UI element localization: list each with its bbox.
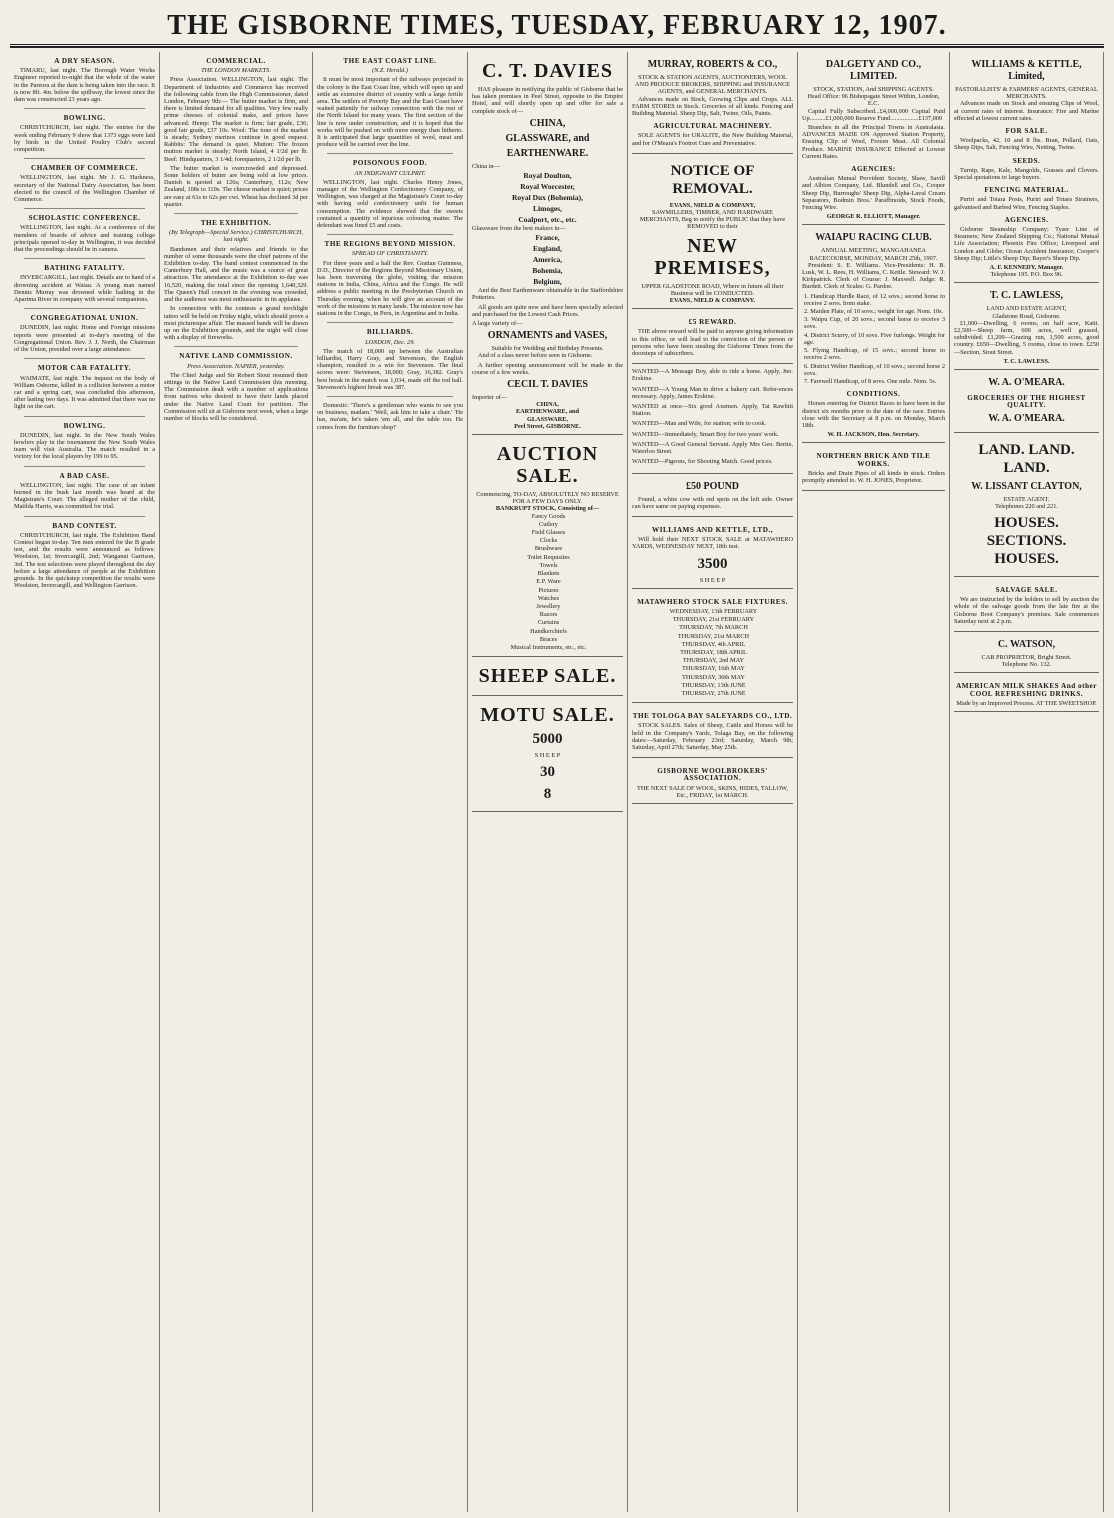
heading: NORTHERN BRICK AND TILE WORKS. xyxy=(816,452,931,468)
fixture-date: THURSDAY, 27th JUNE xyxy=(681,689,746,697)
davies-advertisement xyxy=(472,52,623,435)
wanted-classified: WANTED—Pigeons, for Shooting Match. Good prices. xyxy=(632,458,773,466)
article-text: It must be most important of the railways projected in the colony is the East Coast line, which will open up and settle an extensive district of country with a large fertile area. The settlers of Poverty Bay and the East Coast have waited patiently for railway connection with the rest of the North Island for many years. The first section of the line is now under construction, and it is hoped that the works will be pushed on with more energy than hitherto. It is anticipated that large quantities of wool, meat and produce will be carried over the line. xyxy=(317,76,463,149)
ad-text: THE NEXT SALE OF WOOL, SKINS, HIDES, TALLOW, Etc., FRIDAY, 1st MARCH. xyxy=(637,784,788,799)
article-text: The butter market is overcrowded and depressed. Some holders of butter are being sold at low prices. Danish is quoted at 126s; Canterbury, 112s; New Zealand, 108s to 110s. The cheese market is quiet; prices are easy at 61s to 62s per cwt. Wheat has declined 3d per quarter. xyxy=(164,164,308,208)
wanted-classified: WANTED—A Good General Servant. Apply Mrs Geo. Bertie, Waterloo Street. xyxy=(632,440,793,456)
ad-title: SHEEP SALE. xyxy=(478,665,617,688)
subheading: AN INDIGNANT CULPRIT. xyxy=(354,169,426,177)
ad-address: Gladstone Road, Gisborne. xyxy=(992,312,1061,320)
reward-notice xyxy=(632,309,793,364)
divider xyxy=(24,108,145,109)
ad-phone: Telephones 220 and 221. xyxy=(995,502,1058,510)
article-text: DUNEDIN, last night. In the New South Wales bowlers play in the tournament the New South Wales team will visit Australia. The match resulted in a victory for the local players by 199 to 95. xyxy=(14,431,155,461)
heading: BAND CONTEST. xyxy=(52,521,117,530)
wanted-classified: WANTED—Immediately, Smart Boy for two years' work. xyxy=(632,430,779,438)
heading: BATHING FATALITY. xyxy=(44,264,125,273)
ad-text: Advances made on Stock, Growing Clips and Crops. ALL FARM STORES in Stock. Groceries of all kinds. Fencing and Building Material. Sheep Dip, Salt, Twine, Oils, Paints. xyxy=(632,95,793,118)
heading: SEEDS. xyxy=(1012,156,1041,165)
divider xyxy=(24,516,145,517)
ad-subtitle: Commencing, TO-DAY, ABSOLUTELY NO RESERVE FOR A FEW DAYS ONLY. xyxy=(476,491,619,506)
fixture-date: THURSDAY, 21st MARCH xyxy=(677,632,750,640)
fixture-date-list xyxy=(632,608,793,697)
article-text: WELLINGTON, last night. Mr J. G. Harkness, secretary of the National Dairy Association, has been elected to the council of the Wellington Chamber of Commerce. xyxy=(14,174,155,204)
article-text: Bandsmen and their relatives and friends to the number of some thousands were the chief patrons of the Exhibition to-day. The band contest commenced in the Canterbury Hall, and the music was a source of great attraction. The attendance at the Exhibition to-day was 16,520, making the total since the opening 1,640,329. The Queen's Hall concert in the evening was crowded, and the audience was most enthusiastic in its applause. xyxy=(164,245,308,304)
ad-country: England, xyxy=(533,244,562,254)
heading: THE EXHIBITION. xyxy=(200,219,272,228)
ad-item: CHINA, xyxy=(536,401,559,409)
ad-title: NEW PREMISES, xyxy=(654,234,771,279)
heading: AGENCIES. xyxy=(1004,215,1049,224)
heading: FOR SALE. xyxy=(1005,127,1048,136)
ad-subtitle: BANKRUPT STOCK, Consisting of— xyxy=(495,505,600,513)
removal-notice xyxy=(632,154,793,309)
heading: CONDITIONS. xyxy=(846,390,901,399)
matawhero-fixtures xyxy=(632,589,793,703)
ad-text: A further opening announcement will be made in the course of a few weeks. xyxy=(472,361,623,376)
auction-item: Clocks xyxy=(539,537,558,545)
fixture-date: THURSDAY, 13th JUNE xyxy=(681,681,746,689)
auction-item: Toilet Requisites xyxy=(527,553,570,561)
divider xyxy=(24,308,145,309)
land-advertisement xyxy=(954,433,1099,577)
divider xyxy=(327,396,453,397)
ad-text: HAS pleasure in notifying the public of Gisborne that he has taken premises in Peel Street, opposite to the Empire Hotel, and will shortly open up and offer for sale a complete stock of— xyxy=(472,86,623,115)
ad-item: GLASSWARE, xyxy=(526,415,569,423)
column-3 xyxy=(313,52,468,1512)
ad-text: Puriri and Totara Posts, Puriri and Totara Strainers, galvanised and Barbed Wire, Fencing Staples. xyxy=(954,196,1099,211)
article-text: Domestic: 'There's a gentleman who wants to see you on business, madam.' 'Well, ask him to take a chair.' 'He has, ma'am, he's taken 'em all, and the table too. He comes from the furniture shop!' xyxy=(317,401,463,431)
race-entry: 1. Handicap Hurdle Race, of 12 sovs.; second horse to receive 2 sovs. from stake. xyxy=(804,292,945,307)
ad-title: LAND. LAND. LAND. xyxy=(978,441,1075,476)
auction-item: Curtains xyxy=(537,619,560,627)
ad-text: SOLE AGENTS for URALITE, the New Building Material, and for O'Meara's Footrot Cure and Preventative. xyxy=(632,132,793,147)
subheading: THE LONDON MARKETS. xyxy=(201,67,271,75)
lawless-advertisement xyxy=(954,283,1099,370)
ad-title: DALGETY AND CO., LIMITED. xyxy=(825,59,922,82)
ad-text: Bricks and Drain Pipes of all kinds in stock. Orders promptly attended to. W. H. JONES, Proprietor. xyxy=(802,469,945,484)
stock-type: S H E E P xyxy=(699,576,726,584)
ad-title: W. LISSANT CLAYTON, xyxy=(971,480,1082,492)
article-text: CHRISTCHURCH, last night. The entries for the week ending February 9 show that 1373 eggs were laid by birds in the United Poultry Club's second competition. xyxy=(14,124,155,154)
heading: BOWLING. xyxy=(63,421,106,430)
fixture-date: THURSDAY, 7th MARCH xyxy=(679,624,748,632)
ad-text: Turnip, Rape, Kale, Mangolds, Grasses and Clovers. Special quotations to large buyers. xyxy=(954,166,1099,182)
ad-text: Found, a white cow with red spots on the left side. Owner can have same on paying expenses. xyxy=(632,495,793,510)
ad-text: STOCK SALES. Sales of Sheep, Cattle and Horses will be held in the Company's Yards, Tolaga Bay, on the following dates:—Saturday, February 23rd; Saturday, March 9th; Saturday, April 27th; Saturday, May 25th. xyxy=(632,722,793,751)
heading: A BAD CASE. xyxy=(59,471,110,480)
ad-text: SAWMILLERS, TIMBER, AND HARDWARE MERCHANTS, Beg to notify the PUBLIC that they have REMOVED to their xyxy=(639,209,786,231)
ad-text: £1,000—Dwelling, 6 rooms, on half acre, Kaiti. £2,500—Sheep farm, 600 acres, well grassed, subdivided. £1,200—Grazing run, 1,500 acres, good country. £650—Dwelling, 5 rooms, close to town. £250—Section, Stout Street. xyxy=(954,319,1099,356)
auction-item: Blankets xyxy=(537,570,560,578)
article-text: The match of 18,000 up between the Australian billiardist, Harry Gray, and Stevenson, the English champion, resulted in a win for Stevenson. The final scores were: Stevenson, 18,000; Gray, 16,382. Gray's best break in the match was 1,034, made off the red ball. Stevenson's highest break was 387. xyxy=(317,347,463,391)
ad-text: A large variety of— xyxy=(472,320,523,328)
auction-item: Brushware xyxy=(534,545,563,553)
ad-title: AUCTION SALE. xyxy=(496,443,599,488)
subheading: Press Association. NAPIER, yesterday. xyxy=(187,362,285,370)
ad-subtitle: CAB PROPRIETOR, Bright Street. xyxy=(981,653,1072,661)
divider xyxy=(174,213,298,214)
divider xyxy=(24,158,145,159)
divider xyxy=(24,258,145,259)
ad-text: Suitable for Wedding and Birthday Presents. xyxy=(491,345,604,353)
auction-advertisement xyxy=(472,435,623,657)
divider xyxy=(327,153,453,154)
dalgety-advertisement xyxy=(802,52,945,225)
article-text: In connection with the contests a grand torchlight tattoo will be held on Friday night, which should prove a most picturesque affair. The massed bands will be drawn up on the Exhibition grounds, and the night will close with a display of fireworks. xyxy=(164,305,308,342)
stock-count: 3500 xyxy=(697,555,728,572)
motu-sale-advertisement xyxy=(472,696,623,812)
williams-kettle-advertisement xyxy=(954,52,1099,283)
auction-item: Cutlery xyxy=(539,520,558,528)
race-entry: 2. Maiden Plate, of 10 sovs.; weight for age. Nom. 10s. xyxy=(804,308,944,316)
column-1 xyxy=(10,52,160,1512)
sheep-sale-advertisement xyxy=(472,657,623,696)
column-7 xyxy=(950,52,1104,1512)
ad-signature: A. F. KENNEDY, Manager. xyxy=(989,264,1064,272)
auction-item: Towels xyxy=(539,561,558,569)
found-notice xyxy=(632,474,793,517)
wanted-classified: WANTED—Man and Wife, for station; wife to cook. xyxy=(632,420,767,428)
auction-item: Watches xyxy=(537,594,560,602)
column-5 xyxy=(628,52,798,1512)
subheading: LONDON, Dec. 29. xyxy=(365,338,415,346)
article-text: CHRISTCHURCH, last night. The Exhibition Band Contest began to-day. Ten men entered for the B grade test, and the results were announced as follows: Woolston, 1st; Invercargill, 2nd; Wanganui Garrison, 3rd. The test selections were played throughout the day before a large attendance of people at the Exhibition grounds. In the quickstep competition the results were Woolston, Invercargill, and Wellington Garrison. xyxy=(14,531,155,590)
wanted-classified: WANTED—A Young Man to drive a bakery cart. Refer-ences necessary. Apply, James Erskine. xyxy=(632,385,793,400)
heading: FENCING MATERIAL. xyxy=(984,186,1069,195)
subheading: (N.Z. Herald.) xyxy=(371,67,409,75)
salvage-sale-advertisement xyxy=(954,577,1099,632)
article-text: For three years and a half the Rev. Grattan Guinness, D.D., Director of the Regions Beyond Missionary Union, has been traversing the globe, visiting the mission stations in India, China, Africa and the Congo. He will address a public meeting in the Presbyterian Church on Thursday evening, when he will give an account of the work of the missions in many lands. The mission now has stations in the Congo, in Peru, in Argentina and in India. xyxy=(317,259,463,318)
column-4 xyxy=(468,52,628,1512)
masthead-rule xyxy=(10,44,1104,45)
ad-title: C. T. DAVIES xyxy=(482,60,613,82)
ad-text: Will hold their NEXT STOCK SALE at MATAWHERO YARDS, WEDNESDAY NEXT, 18th inst. xyxy=(632,536,793,551)
divider xyxy=(174,346,298,347)
race-list xyxy=(802,293,945,385)
divider xyxy=(24,416,145,417)
heading: BILLIARDS. xyxy=(366,328,414,337)
divider xyxy=(24,358,145,359)
auction-item: Musical Instruments, etc., etc. xyxy=(510,643,587,651)
heading: MOTOR CAR FATALITY. xyxy=(37,364,132,373)
ad-country: Belgium, xyxy=(533,277,562,287)
ad-text: Gisborne Steamship Company; Tyser Line of Steamers; New Zealand Shipping Co.; National Mutual Life Association; Phoenix Fire Office; Liverpool and London and Globe; Ocean Accident Insurance; Cooper's Sheep Dip; Little's Sheep Dip; Bayer's Sheep Dip. xyxy=(954,226,1099,262)
race-entry: 4. District Scurry, of 10 sovs. Five furlongs. Weight for age. xyxy=(804,331,945,346)
heading: CHAMBER OF COMMERCE. xyxy=(31,164,138,173)
ad-text: Capital Fully Subscribed...£4,000,000 Capital Paid Up..........£1,000,000 Reserve Fund..................£137,000 xyxy=(802,107,945,122)
ad-text: Horses entering for District Races to have been in the district six months prior to the date of the race. Entries close with the Secretary at 8 p.m. on Monday, March 18th. xyxy=(802,400,945,429)
article-text: Press Association. WELLINGTON, last night. The Department of Industries and Commerce has received the following cable from the High Commissioner, dated London, February 9th:— The butter market is firm, and there is limited demand for all qualities. Very few really prime cheeses of colonial make, and prices have advanced. Hemp: The market is firm; fair grade, £36; good fair grade, £37 10s. Wool: The tone of the market is steady; Sydney merinos continue in good request. Rabbits: The demand is quiet. Mutton: The frozen mutton market is steady; North Island, 4 1/2d per lb. Beef: Hindquarters, 3 1/4d; forequarters, 2 1/2d per lb. xyxy=(164,76,308,163)
heading: POISONOUS FOOD. xyxy=(352,159,428,168)
ad-signature: GEORGE R. ELLIOTT, Manager. xyxy=(826,213,921,221)
ad-signature: CECIL T. DAVIES xyxy=(507,379,588,391)
fixture-date: THURSDAY, 18th APRIL xyxy=(680,648,747,656)
ad-maker: Coalport, etc., etc. xyxy=(518,215,577,225)
newspaper-title: THE GISBORNE TIMES, TUESDAY, FEBRUARY 12, 1907. xyxy=(167,10,947,41)
wanted-classified: WANTED—A Message Boy, able to ride a horse. Apply, Jno. Erskine. xyxy=(632,368,793,383)
auction-item-list xyxy=(472,513,623,651)
ad-subtitle: PASTORALISTS' & FARMERS' AGENTS, GENERAL MERCHANTS. xyxy=(955,86,1098,101)
auction-item: E.P. Ware xyxy=(536,578,561,586)
ad-text: Glassware from the best makers in— xyxy=(472,225,566,233)
ad-country: Bohemia, xyxy=(532,266,563,276)
ad-text: Made by an Improved Process. AT THE SWEETSHOP. xyxy=(956,699,1097,707)
ad-item: EARTHENWARE. xyxy=(506,147,589,159)
fixture-date: THURSDAY, 16th MAY xyxy=(682,665,745,673)
ad-text: UPPER GLADSTONE ROAD, Where in future all their Business will be CONDUCTED. xyxy=(641,282,784,297)
ad-text: Branches in all the Principal Towns in Australasia. ADVANCES MADE ON Approved Station Property, Ensuing Clip of Wool, Frozen Meat. All Colonial Produce. MARINE INSURANCE Effected at Lowest Current Rates. xyxy=(802,124,945,160)
article-text: WELLINGTON, last night. Charles Henry Jones, manager of the Wellington Confectionery Company, of Wellington, was charged at the Magistrate's Court to-day with having sold confectionery unfit for human consumption. The evidence showed that the sweets contained a quantity of injurious colouring matter. The defendant was fined £5 and costs. xyxy=(317,178,463,230)
heading: AGRICULTURAL MACHINERY. xyxy=(653,122,772,131)
ad-subtitle: ESTATE AGENT. xyxy=(1003,495,1050,503)
heading: CONGREGATIONAL UNION. xyxy=(30,314,139,323)
ad-country: America, xyxy=(532,255,563,265)
auction-item: Handkerchiefs xyxy=(530,627,567,635)
ad-text: And of a class never before seen in Gisborne. xyxy=(478,352,593,360)
heading: THE EAST COAST LINE. xyxy=(343,57,437,65)
heading: £5 REWARD. xyxy=(688,318,737,327)
williams-kettle-sale xyxy=(632,517,793,589)
fixture-date: THURSDAY, 30th MAY xyxy=(682,673,745,681)
milk-shake-advertisement xyxy=(954,673,1099,712)
fixture-date: THURSDAY, 21st FEBRUARY xyxy=(672,616,755,624)
subheading: SPREAD OF CHRISTIANITY. xyxy=(351,250,429,258)
murray-roberts-advertisement xyxy=(632,52,793,154)
heading: NATIVE LAND COMMISSION. xyxy=(179,352,293,361)
racing-club-advertisement xyxy=(802,225,945,443)
ad-item: CHINA, xyxy=(529,117,566,129)
ad-title: W. A. O'MEARA. xyxy=(988,377,1065,389)
ad-title: WAIAPU RACING CLUB. xyxy=(815,232,932,244)
race-entry: 7. Farewell Handicap, of 8 sovs. One mile. Nom. 5s. xyxy=(804,377,937,385)
ad-country: France, xyxy=(535,233,560,243)
divider xyxy=(24,208,145,209)
auction-item: Razors xyxy=(539,611,558,619)
article-text: INVERCARGILL, last night. Details are to hand of a drowning accident at Waiau. A young man named Dennis Murray was drowned while bathing in the Aparima River in company with several companions. xyxy=(14,274,155,304)
wanted-classifieds xyxy=(632,364,793,473)
woolbrokers-notice xyxy=(632,758,793,804)
ad-title: C. WATSON, xyxy=(997,638,1056,650)
omeara-advertisement xyxy=(954,370,1099,432)
brick-works-advertisement xyxy=(802,443,945,491)
article-text: DUNEDIN, last night. Home and Foreign missions reports were presented at to-day's meeting of the Congregational Union. Rev. J. J. North, the Chairman of the Union, presided over a large attendance. xyxy=(14,324,155,354)
ad-text: President: S. E. Williams. Vice-Presidents: H. B. Lusk, W. L. Rees, H. Williams, C. Kettle. Steward: W. J. Kirkpatrick. Clerk of Course: J. Maxwell. Judge: R. Burdett. Clerk of Scales: G. Pardoe. xyxy=(802,261,945,291)
race-entry: 3. Waipu Cup, of 20 sovs.; second horse to receive 3 sovs. xyxy=(804,316,945,331)
heading: WILLIAMS AND KETTLE, LTD., xyxy=(652,525,773,534)
ad-signature: W. H. JACKSON, Hon. Secretary. xyxy=(827,431,920,439)
divider xyxy=(24,466,145,467)
article-text: WELLINGTON, last night. The case of an infant burned in the bush last month was heard at the Magistrate's Court. The alleged mother of the child, Matilda Harris, was committed for trial. xyxy=(14,481,155,511)
heading: GROCERIES OF THE HIGHEST QUALITY. xyxy=(967,394,1086,410)
tologa-bay-saleyards xyxy=(632,703,793,758)
ad-text: Advances made on Stock and ensuing Clips of Wool, at current rates of interest. Insurance: Fire and Marine effected at lowest current rates. xyxy=(954,100,1099,122)
heading: A DRY SEASON. xyxy=(54,57,115,65)
heading: SALVAGE SALE. xyxy=(995,585,1058,594)
ad-subtitle: STOCK & STATION AGENTS, AUCTIONEERS, WOOL AND PRODUCE BROKERS, SHIPPING and INSURANCE AGENTS, and GENERAL MERCHANTS. xyxy=(635,74,790,96)
cab-advertisement xyxy=(954,632,1099,673)
heading: AGENCIES: xyxy=(851,165,896,174)
ad-title: MURRAY, ROBERTS & CO., xyxy=(647,59,778,70)
ad-maker: Royal Doulton, xyxy=(523,171,572,181)
race-entry: 5. Flying Handicap, of 15 sovs.; second horse to receive 2 sovs. xyxy=(804,347,945,362)
divider xyxy=(327,322,453,323)
stock-count: 5000 xyxy=(532,731,563,748)
ad-title: NOTICE OF REMOVAL. xyxy=(670,162,755,197)
heading: BOWLING. xyxy=(63,114,106,123)
fixture-date: WEDNESDAY, 13th FEBRUARY xyxy=(669,607,758,615)
ad-maker: Royal Dux (Bohemia), xyxy=(511,193,584,203)
ad-address: Peel Street, GISBORNE. xyxy=(514,422,581,430)
ad-item: ORNAMENTS and VASES, xyxy=(487,330,608,342)
ad-title: HOUSES. SECTIONS. HOUSES. xyxy=(986,514,1067,567)
auction-item: Pictures xyxy=(538,586,559,594)
fixture-date: THURSDAY, 4th APRIL xyxy=(681,640,746,648)
subheading: (By Telegraph—Special Service.) CHRISTCHURCH, last night. xyxy=(169,229,303,244)
ad-signature: T. C. LAWLESS. xyxy=(1003,357,1050,365)
heading: THE TOLOGA BAY SALEYARDS CO., LTD. xyxy=(632,712,793,721)
masthead xyxy=(10,6,1104,48)
ad-item: EARTHENWARE, and xyxy=(515,408,580,416)
auction-item: Jewellery xyxy=(536,602,561,610)
race-entry: 6. District Welter Handicap, of 10 sovs.; second horse 2 sovs. xyxy=(804,362,945,377)
ad-subtitle: LAND AND ESTATE AGENT, xyxy=(986,305,1067,313)
ad-text: China in— xyxy=(472,162,500,170)
ad-title: T. C. LAWLESS, xyxy=(990,290,1063,302)
ad-text: Head Office: 96 Bishopsgate Street Within, London, E.C. xyxy=(807,93,940,108)
divider xyxy=(327,234,453,235)
article-text: WELLINGTON, last night. At a conference of the members of boards of advice and training college principals opened to-day in Wellington, it was decided that the proceedings should be in camera. xyxy=(14,224,155,254)
ad-text: Woolpacks, 42, 10 and 8 lbs. Bran, Pollard, Oats, Sheep Dips, Salt, Fencing Wire, Netting, Twine. xyxy=(954,137,1099,152)
ad-text: Importer of— xyxy=(472,394,508,402)
ad-title: W. A. O'MEARA. xyxy=(988,412,1065,424)
ad-signature: EVANS, NIELD & COMPANY. xyxy=(669,297,756,305)
ad-item: GLASSWARE, and xyxy=(505,132,590,144)
ad-text: And the Best Earthenware obtainable in the Staffordshire Potteries. xyxy=(472,287,623,302)
stock-count: 30 xyxy=(540,764,555,781)
auction-item: Fancy Goods xyxy=(531,512,566,520)
heading: MATAWHERO STOCK SALE FIXTURES. xyxy=(637,597,788,606)
ad-subtitle: STOCK, STATION, And SHIPPING AGENTS. xyxy=(813,86,934,93)
ad-text: We are instructed by the holders to sell by auction the whole of the salvage goods from the late fire at the Gisborne Boot Company's premises. Sale commences Saturday next at 2 p.m. xyxy=(954,596,1099,625)
heading: THE REGIONS BEYOND MISSION. xyxy=(324,240,456,249)
heading: GISBORNE WOOLBROKERS' ASSOCIATION. xyxy=(657,767,768,783)
ad-title: MOTU SALE. xyxy=(480,704,615,727)
ad-text: All goods are quite new and have been specially selected and purchased for the Lowest Cash Prices. xyxy=(472,303,623,318)
heading: COMMERCIAL. xyxy=(206,57,266,65)
article-text: The Chief Judge and Sir Robert Stout resumed their sittings in the Native Land Commission this morning. The Commission dealt with a number of applications from natives who desired to have their lands placed under the Native Land Court for partition. The Commission will sit at Gisborne next week, when a large number of blocks will be considered. xyxy=(164,371,308,422)
article-text: TIMARU, last night. The Borough Water Works Engineer reported to-night that the whole of the water in the Pareora at the dam is being taken into the race. It is now 8ft. 4in. below the spillway, the lowest since the dam was constructed 23 years ago. xyxy=(14,67,155,104)
ad-phone: Telephone 195. P.O. Box 96. xyxy=(990,271,1063,279)
ad-title: WILLIAMS & KETTLE, Limited, xyxy=(971,59,1082,82)
ad-maker: Limoges, xyxy=(533,204,562,214)
ad-firm: EVANS, NIELD & COMPANY, xyxy=(669,201,756,209)
ad-subtitle: ANNUAL MEETING, MANGAHANEA RACECOURSE, MONDAY, MARCH 25th, 1907. xyxy=(809,247,938,262)
ad-text: Australian Mutual Provident Society, Shaw, Savill and Albion Company, Ltd. Blundell and Co., Cooper Sheep Dip, Burroughs' Sheep Dip, Alpha-Laval Cream Separators, Bodmin Bros.' Paraffinoids, Stock Foods, Fencing Wire. xyxy=(802,175,945,212)
ad-text: THE above reward will be paid to anyone giving information to this office, or will lead to the conviction of the person or persons who have been stealing the Gisborne Times from the doorsteps of subscribers. xyxy=(632,328,793,358)
stock-count: 8 xyxy=(543,786,552,803)
ad-title: £50 POUND xyxy=(685,480,740,492)
column-6 xyxy=(798,52,950,1512)
wanted-classified: WANTED at once—Six good Axemen. Apply, Tai Rawhiti Station. xyxy=(632,403,793,418)
article-text: WAIMATE, last night. The inquest on the body of William Osborne, killed in a collision between a motor car and a spring cart, was concluded this afternoon, after lasting two days. It was admitted that there was no light on the cart. xyxy=(14,374,155,411)
column-2 xyxy=(160,52,313,1512)
stock-type: S H E E P xyxy=(534,752,561,760)
fixture-date: THURSDAY, 2nd MAY xyxy=(682,657,745,665)
auction-item: Field Glasses xyxy=(531,529,566,537)
ad-maker: Royal Worcester, xyxy=(520,182,575,192)
heading: AMERICAN MILK SHAKES And other COOL REFRESHING DRINKS. xyxy=(956,682,1097,698)
heading: SCHOLASTIC CONFERENCE. xyxy=(28,214,141,223)
auction-item: Braces xyxy=(539,635,558,643)
ad-phone: Telephone No. 132. xyxy=(1001,661,1052,669)
